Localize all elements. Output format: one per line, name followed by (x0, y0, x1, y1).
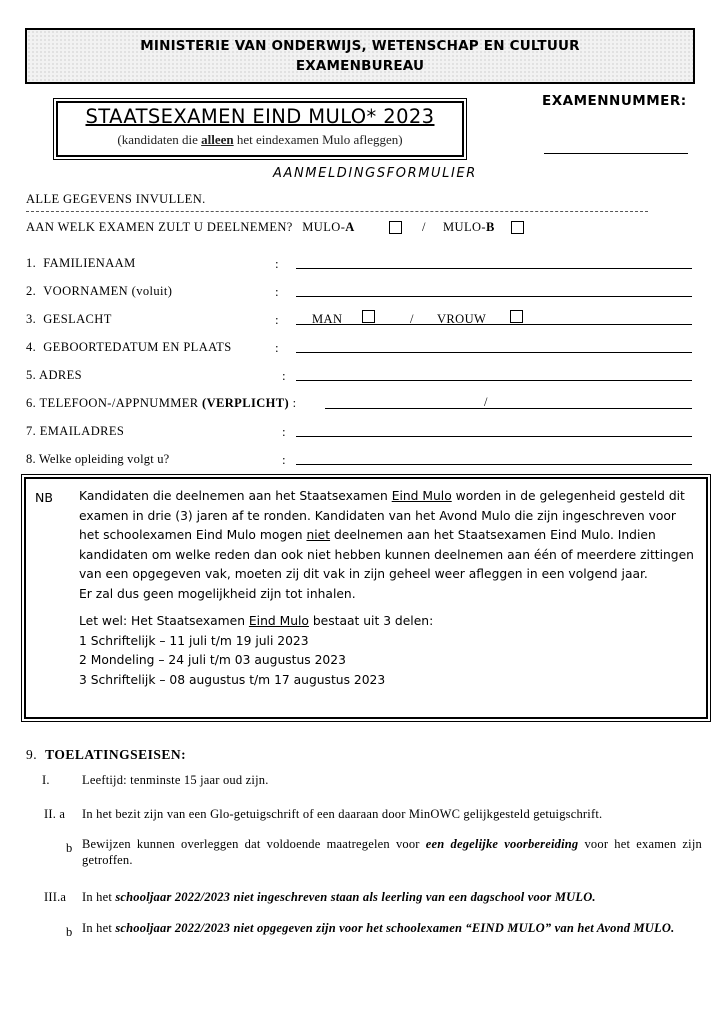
field-voornamen-input[interactable] (296, 296, 692, 297)
field-adres-input[interactable] (296, 380, 692, 381)
requirement-glo: In het bezit zijn van een Glo-getuigschrift of een daaraan door MinOWC gelijkgesteld getuigschrift. (82, 807, 603, 821)
exam-title: STAATSEXAMEN EIND MULO* 2023 (85, 105, 435, 128)
instruction: ALLE GEGEVENS INVULLEN. (26, 192, 206, 206)
field-opleiding-label: 8. Welke opleiding volgt u? (26, 452, 170, 466)
field-familienaam-label: 1. FAMILIENAAM (26, 256, 136, 270)
mulo-a-checkbox[interactable] (389, 221, 402, 234)
ministry-header (25, 28, 695, 84)
field-opleiding-input[interactable] (296, 464, 692, 465)
gender-vrouw-label: VROUW (437, 312, 487, 326)
requirement-dagschool: In het schooljaar 2022/2023 niet ingeschreven staan als leerling van een dagschool voor MULO. (82, 890, 596, 904)
nb-label: NB (35, 490, 53, 505)
bureau-name: EXAMENBUREAU (295, 58, 425, 74)
examnummer-field[interactable] (544, 153, 688, 154)
field-telefoon-label: 6. TELEFOON-/APPNUMMER (VERPLICHT) : (26, 396, 297, 410)
exam-title-box (56, 101, 464, 157)
requirement-preparation: Bewijzen kunnen overleggen dat voldoende maatregelen voor een degelijke voorbereiding voor het examen zijn getroffen. (82, 837, 702, 867)
mulo-b-checkbox[interactable] (511, 221, 524, 234)
dashed-divider (26, 211, 648, 212)
exam-question: AAN WELK EXAMEN ZULT U DEELNEMEN? MULO-A (26, 220, 355, 234)
field-geslacht-line (296, 324, 692, 325)
examnummer-label: EXAMENNUMMER: (542, 93, 687, 109)
gender-vrouw-checkbox[interactable] (510, 310, 523, 323)
nb-paragraph-2: Er zal dus geen mogelijkheid zijn tot inhalen. (79, 586, 356, 601)
gender-man-checkbox[interactable] (362, 310, 375, 323)
exam-subtitle: (kandidaten die alleen het eindexamen Mulo afleggen) (117, 132, 403, 147)
requirement-avond-mulo: In het schooljaar 2022/2023 niet opgegeven zijn voor het schoolexamen “EIND MULO” van het Avond MULO. (82, 921, 675, 935)
exam-part-3: 3 Schriftelijk – 08 augustus t/m 17 augustus 2023 (79, 672, 386, 687)
gender-man-label: MAN (312, 312, 343, 326)
exam-part-1: 1 Schriftelijk – 11 juli t/m 19 juli 2023 (79, 633, 309, 648)
field-familienaam-input[interactable] (296, 268, 692, 269)
field-adres-label: 5. ADRES (26, 368, 83, 382)
field-email-label: 7. EMAILADRES (26, 424, 125, 438)
field-telefoon-input[interactable] (325, 408, 692, 409)
nb-paragraph-1: Kandidaten die deelnemen aan het Staatsexamen Eind Mulo worden in de gelegenheid gesteld dit examen in drie (3) jaren af te ronden. Kandidaten van het Avond Mulo die zijn ingeschreven voor het schoolexamen Eind Mulo mogen niet deelnemen aan het Staatsexamen Eind Mulo. Indien kandidaten om welke reden dan ook niet hebben kunnen deelnemen aan één of meerdere zittingen van een opgegeven vak, moeten zij dit vak in zijn geheel weer afleggen in een volgend jaar. (79, 489, 694, 581)
field-email-input[interactable] (296, 436, 692, 437)
exam-part-2: 2 Mondeling – 24 juli t/m 03 augustus 2023 (79, 653, 346, 667)
ministry-name: MINISTERIE VAN ONDERWIJS, WETENSCHAP EN CULTUUR (140, 38, 580, 54)
field-geslacht-label: 3. GESLACHT (26, 312, 112, 326)
mulo-b-label: MULO-B (443, 220, 495, 234)
nb-text (79, 487, 699, 690)
field-geboorte-input[interactable] (296, 352, 692, 353)
field-geboorte-label: 4. GEBOORTEDATUM EN PLAATS (26, 340, 232, 354)
requirements-heading: 9. TOELATINGSEISEN: (26, 747, 187, 762)
nb-paragraph-3: Let wel: Het Staatsexamen Eind Mulo bestaat uit 3 delen: (79, 614, 434, 628)
field-voornamen-label: 2. VOORNAMEN (voluit) (26, 284, 173, 298)
form-title: AANMELDINGSFORMULIER (273, 166, 477, 181)
requirement-age: Leeftijd: tenminste 15 jaar oud zijn. (82, 773, 269, 787)
